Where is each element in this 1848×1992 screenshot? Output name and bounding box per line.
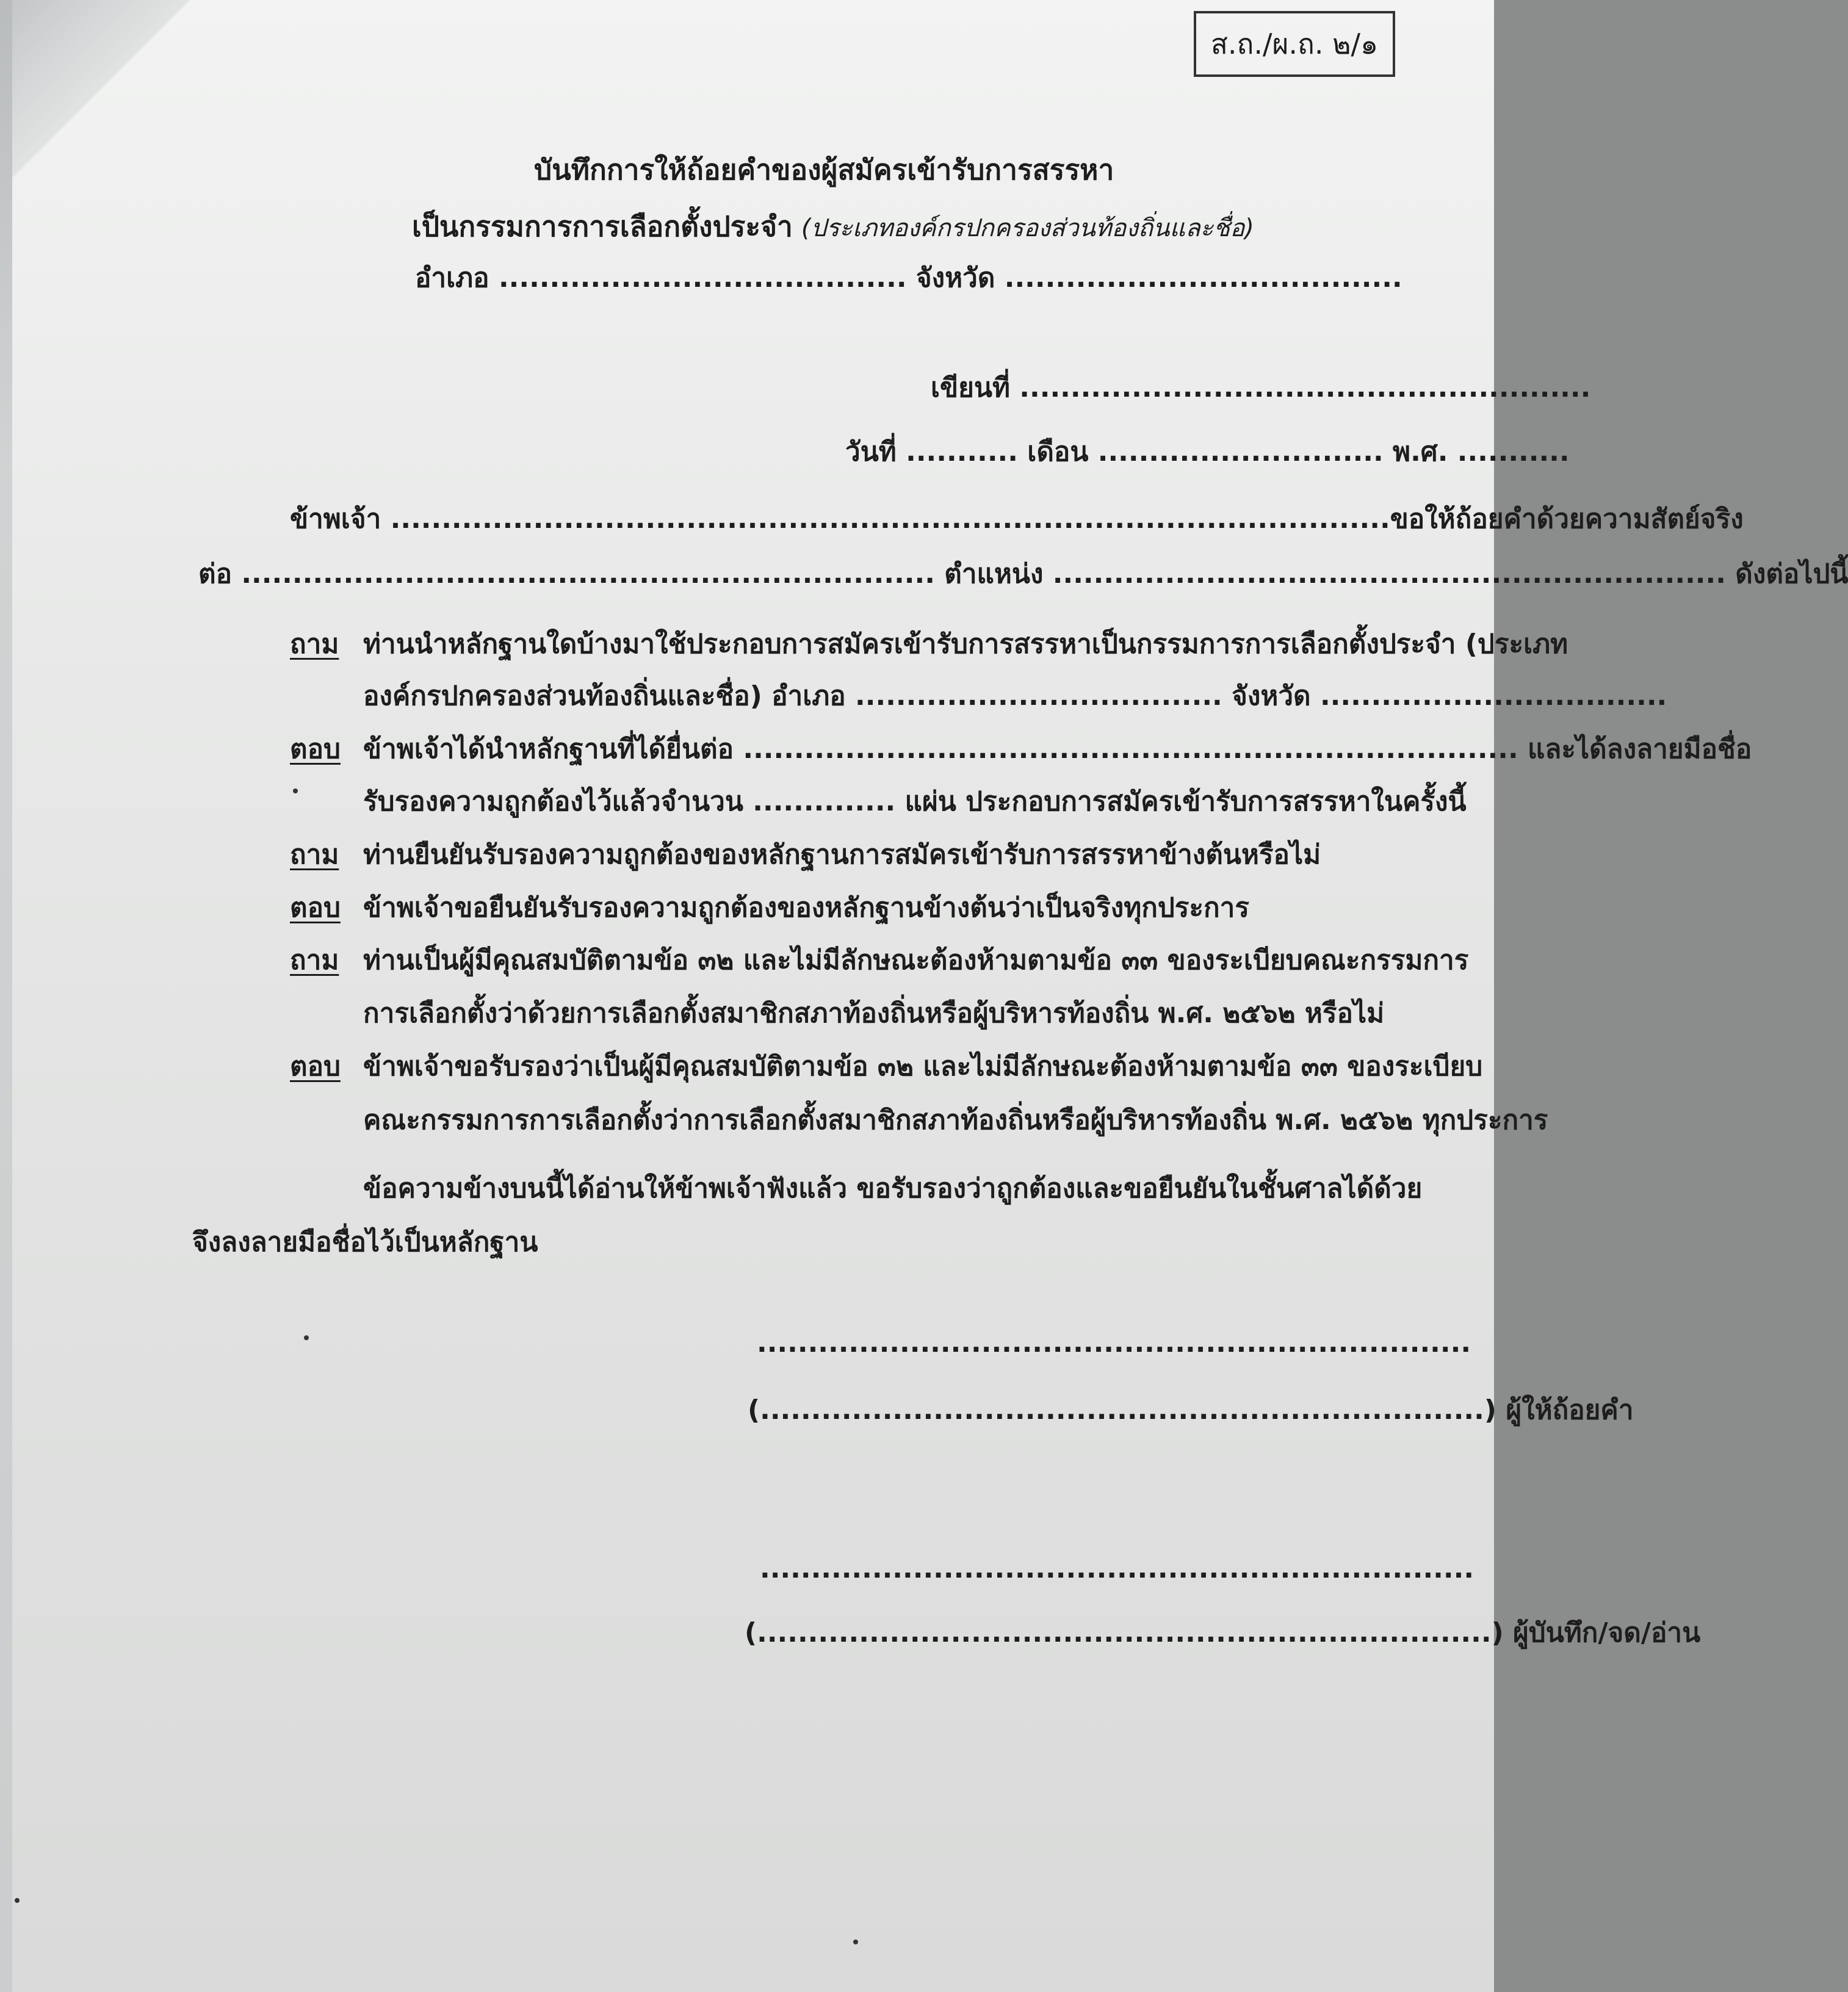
qa-label-2: ตอบ (290, 734, 341, 765)
qa-5-line-1: ท่านเป็นผู้มีคุณสมบัติตามข้อ ๓๒ และไม่มีลักษณะต้องห้ามตามข้อ ๓๓ ของระเบียบคณะกรรมการ (363, 945, 1469, 976)
qa-1-line-2: องค์กรปกครองส่วนท้องถิ่นและชื่อ) อำเภอ .................................... จังหวัด .................................. (363, 680, 1667, 712)
written-at-line: เขียนที่ ........................................................ (931, 372, 1591, 403)
signature-1-name: (.......................................................................) (748, 1395, 1496, 1426)
signature-1-role: ผู้ให้ถ้อยคำ (1506, 1395, 1634, 1426)
qa-4-line-1: ข้าพเจ้าขอยืนยันรับรองความถูกต้องของหลักฐานข้างต้นว่าเป็นจริงทุกประการ (363, 892, 1250, 923)
closing-line-1: ข้อความข้างบนนี้ได้อ่านให้ข้าพเจ้าฟังแล้ว ขอรับรองว่าถูกต้องและขอยืนยันในชั้นศาลได้ด้วย (363, 1173, 1423, 1204)
qa-2-line-1: ข้าพเจ้าได้นำหลักฐานที่ได้ยื่นต่อ ............................................................................ และได้ลงลายมือชื่อ (363, 734, 1752, 765)
title-amphoe-label: อำเภอ (415, 262, 489, 294)
date-line: วันที่ ........... เดือน ............................ พ.ศ. ........... (845, 436, 1570, 467)
qa-3-line-1: ท่านยืนยันรับรองความถูกต้องของหลักฐานการสมัครเข้ารับการสรรหาข้างต้นหรือไม่ (363, 839, 1321, 870)
qa-label-1: ถาม (290, 629, 339, 660)
signature-2-role: ผู้บันทึก/จด/อ่าน (1513, 1617, 1701, 1648)
qa-6-line-1: ข้าพเจ้าขอรับรองว่าเป็นผู้มีคุณสมบัติตามข้อ ๓๒ และไม่มีลักษณะต้องห้ามตามข้อ ๓๓ ของระเบียบ (363, 1051, 1483, 1082)
qa-label-5: ถาม (290, 945, 339, 976)
signature-1-dots: ...................................................................... (757, 1327, 1471, 1359)
title-line-2 (412, 204, 1254, 249)
qa-6-line-2: คณะกรรมการการเลือกตั้งว่าการเลือกตั้งสมาชิกสภาท้องถิ่นหรือผู้บริหารท้องถิ่น พ.ศ. ๒๕๖๒ ทุกประการ (363, 1105, 1548, 1136)
page-fold (12, 0, 208, 195)
paper-speck (304, 1335, 309, 1340)
qa-label-3: ถาม (290, 839, 339, 870)
qa-label-6: ตอบ (290, 1051, 341, 1082)
form-page (12, 0, 1848, 1992)
paper-speck (853, 1940, 858, 1944)
title-line-1: บันทึกการให้ถ้อยคำของผู้สมัครเข้ารับการสรรหา (534, 153, 1114, 186)
form-code-box (1194, 11, 1395, 77)
title-changwat-dots: ....................................... (1004, 262, 1402, 294)
paper-speck (293, 789, 298, 793)
title-line-2-sub: (ประเภทองค์กรปกครองส่วนท้องถิ่นและชื่อ) (801, 214, 1254, 242)
intro-line-1: ข้าพเจ้า ..................................................................................................ขอให้ถ้อยคำด้วยความสัตย์จริง (290, 503, 1744, 535)
qa-label-4: ตอบ (290, 892, 341, 923)
signature-2-name: (........................................................................) (745, 1617, 1504, 1648)
signature-1-name-line (748, 1388, 1634, 1431)
signature-2-dots: ...................................................................... (760, 1553, 1474, 1584)
qa-2-line-2: รับรองความถูกต้องไว้แล้วจำนวน .............. แผ่น ประกอบการสมัครเข้ารับการสรรหาในครั้งนี้ (363, 786, 1467, 817)
form-code: ส.ถ./ผ.ถ. ๒/๑ (1210, 27, 1379, 60)
signature-2-name-line (745, 1611, 1700, 1654)
title-line-3 (415, 256, 1402, 299)
qa-1-line-1: ท่านนำหลักฐานใดบ้างมาใช้ประกอบการสมัครเข้ารับการสรรหาเป็นกรรมการการเลือกตั้งประจำ (ประเภท (363, 629, 1568, 660)
title-line-2-main: เป็นกรรมการการเลือกตั้งประจำ (412, 210, 793, 243)
qa-5-line-2: การเลือกตั้งว่าด้วยการเลือกตั้งสมาชิกสภาท้องถิ่นหรือผู้บริหารท้องถิ่น พ.ศ. ๒๕๖๒ หรือไม่ (363, 998, 1385, 1029)
intro-line-2: ต่อ .................................................................... ตำแหน่ง .................................................................. ดังต่อไปนี้ (198, 558, 1848, 590)
closing-line-2: จึงลงลายมือชื่อไว้เป็นหลักฐาน (192, 1227, 538, 1258)
title-amphoe-dots: ........................................ (498, 262, 907, 294)
title-changwat-label: จังหวัด (915, 262, 995, 294)
paper-speck (15, 1898, 20, 1903)
